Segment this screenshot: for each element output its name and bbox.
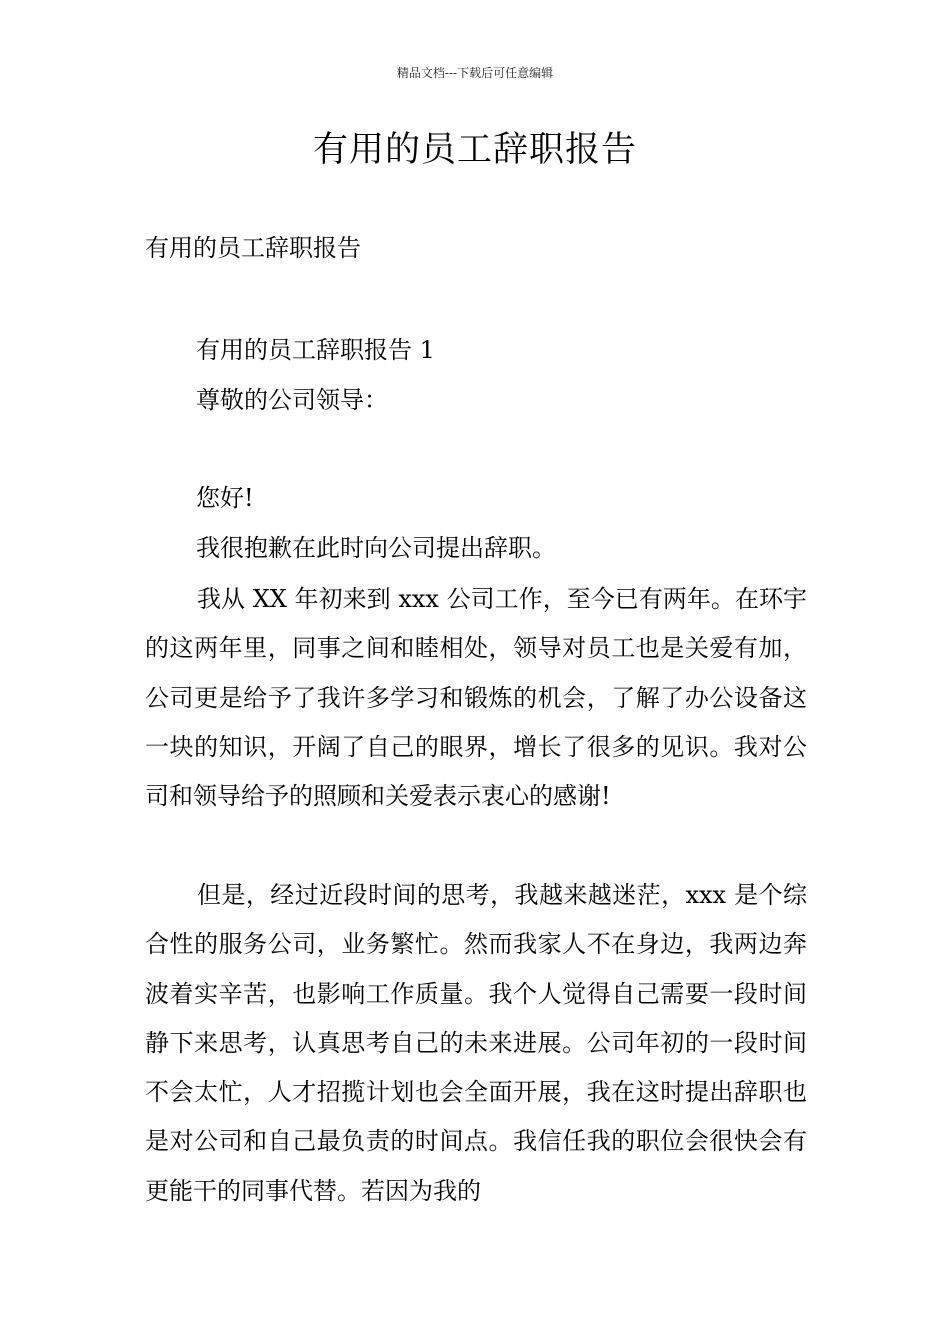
document-title: 有用的员工辞职报告 [312, 130, 637, 170]
body-paragraph-2: 但是，经过近段时间的思考，我越来越迷茫，xxx 是个综合性的服务公司，业务繁忙。然而我家人不在身边，我两边奔波着实辛苦，也影响工作质量。我个人觉得自己需要一段时间静下来思考，认真思考自己的未来进展。公司年初的一段时间不会太忙，人才招揽计划也会全面开展，我在这时提出辞职也是对公司和自己最负责的时间点。我信任我的职位会很快会有更能干的同事代替。若因为我的 [145, 881, 807, 1205]
header-note: 精品文档---下载后可任意编辑 [396, 66, 554, 80]
section-heading: 有用的员工辞职报告 1 [196, 336, 435, 364]
document-subtitle: 有用的员工辞职报告 [145, 234, 361, 262]
body-paragraph-1: 我从 XX 年初来到 xxx 公司工作，至今已有两年。在环宇的这两年里，同事之间和睦相处，领导对员工也是关爱有加，公司更是给予了我许多学习和锻炼的机会，了解了办公设备这一块的知识，开阔了自己的眼界，增长了很多的见识。我对公司和领导给予的照顾和关爱表示衷心的感谢! [145, 585, 807, 811]
greeting: 您好! [196, 484, 254, 512]
intro-line: 我很抱歉在此时向公司提出辞职。 [196, 534, 556, 562]
salutation: 尊敬的公司领导： [196, 386, 388, 414]
